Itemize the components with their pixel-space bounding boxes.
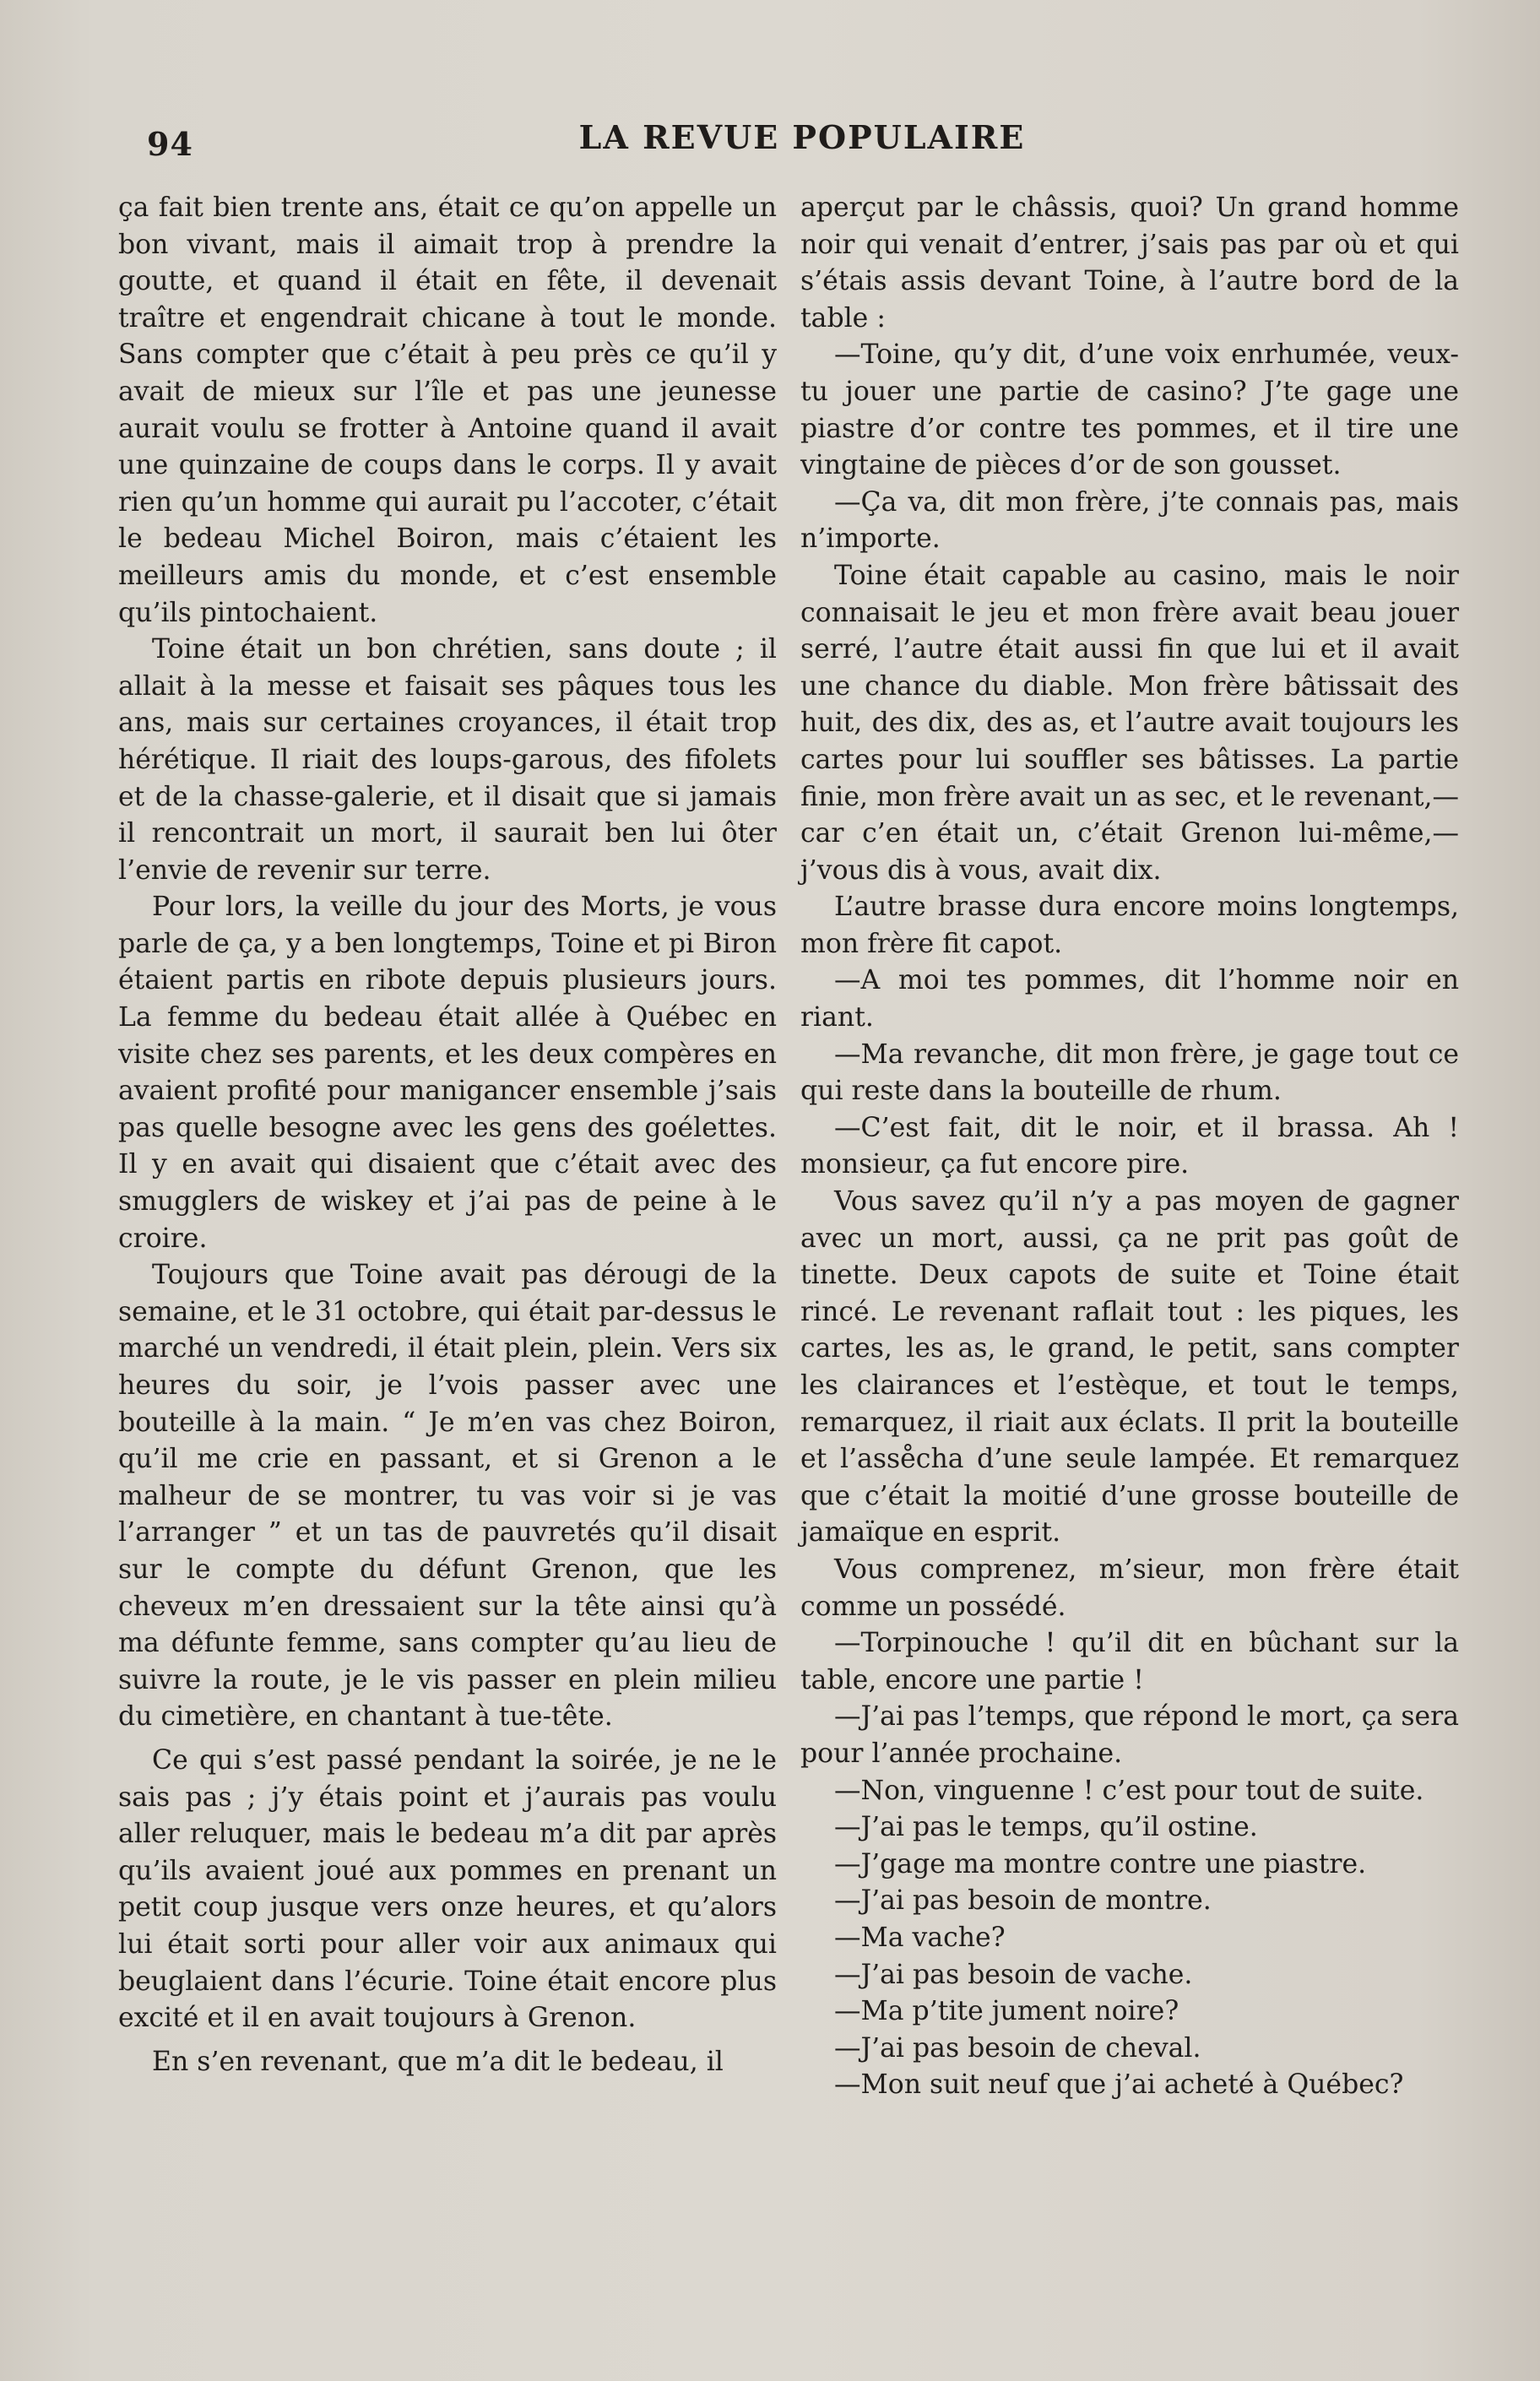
paragraph: Toine était un bon chrétien, sans doute ; il allait à la messe et faisait ses pâques tous les ans, mais sur certaines croyances, il était trop hérétique. Il riait des loups-garous, des fifolets et de la chasse-galerie, et il disait que si jamais il rencontrait un mort, il saurait ben lui ôter l’envie de revenir sur terre. xyxy=(118,634,777,886)
paragraph: —J’ai pas besoin de vache. xyxy=(834,1959,1193,1990)
paragraph: —Ma revanche, dit mon frère, je gage tout ce qui reste dans la bouteille de rhum. xyxy=(800,1039,1459,1107)
paragraph: —J’gage ma montre contre une piastre. xyxy=(834,1848,1367,1879)
paragraph: aperçut par le châssis, quoi? Un grand homme noir qui venait d’entrer, j’sais pas par où et qui s’étais assis devant Toine, à l’autre bord de la table : xyxy=(800,193,1459,334)
paragraph: —J’ai pas besoin de montre. xyxy=(834,1885,1212,1917)
paragraph: —Non, vinguenne ! c’est pour tout de suite. xyxy=(834,1775,1424,1806)
paragraph: Vous savez qu’il n’y a pas moyen de gagner avec un mort, aussi, ça ne prit pas goût de tinette. Deux capots de suite et Toine était rincé. Le revenant raflait tout : les piques, les cartes, les as, le grand, le petit, sans compter les clairances et l’estèque, et tout le temps, remarquez, il riait aux éclats. Il prit la bouteille et l’asse̊cha d’une seule lampée. Et remarquez que c’était la moitié d’une grosse bouteille de jamaïque en esprit. xyxy=(800,1186,1459,1548)
paragraph: —J’ai pas besoin de cheval. xyxy=(834,2032,1201,2064)
paragraph: —Ma p’tite jument noire? xyxy=(834,1996,1179,2027)
paragraph: —Ça va, dit mon frère, j’te connais pas, mais n’importe. xyxy=(800,486,1459,555)
paragraph: —Mon suit neuf que j’ai acheté à Québec? xyxy=(834,2069,1404,2101)
paragraph: —C’est fait, dit le noir, et il brassa. Ah ! monsieur, ça fut encore pire. xyxy=(800,1112,1459,1180)
paragraph: —J’ai pas l’temps, que répond le mort, ça sera pour l’année prochaine. xyxy=(800,1701,1459,1769)
right-column xyxy=(800,190,1459,2104)
paragraph: Vous comprenez, m’sieur, mon frère était comme un possédé. xyxy=(800,1554,1459,1622)
paragraph: En s’en revenant, que m’a dit le bedeau, il xyxy=(152,2046,724,2077)
running-title: LA REVUE POPULAIRE xyxy=(578,118,1026,156)
paragraph: Toine était capable au casino, mais le noir connaisait le jeu et mon frère avait beau jouer serré, l’autre était aussi fin que lui et il avait une chance du diable. Mon frère bâtissait des huit, des dix, des as, et l’autre avait toujours les cartes pour lui souffler ses bâtisses. La partie finie, mon frère avait un as sec, et le revenant,—car c’en était un, c’était Grenon lui-même,—j’vous dis à vous, avait dix. xyxy=(800,560,1459,886)
left-column xyxy=(118,190,777,2080)
paragraph: —Torpinouche ! qu’il dit en bûchant sur la table, encore une partie ! xyxy=(800,1628,1459,1695)
paragraph: Ce qui s’est passé pendant la soirée, je ne le sais pas ; j’y étais point et j’aurais pas voulu aller reluquer, mais le bedeau m’a dit par après qu’ils avaient joué aux pommes en prenant un petit coup jusque vers onze heures, et qu’alors lui était sorti pour aller voir aux animaux qui beuglaient dans l’écurie. Toine était encore plus excité et il en avait toujours à Grenon. xyxy=(118,1744,777,2034)
page-header xyxy=(144,118,1461,169)
paragraph: Toujours que Toine avait pas dérougi de la semaine, et le 31 octobre, qui était par-dessus le marché un vendredi, il était plein, plein. Vers six heures du soir, je l’vois passer avec une bouteille à la main. “ Je m’en vas chez Boiron, qu’il me crie en passant, et si Grenon a le malheur de se montrer, tu vas voir si je vas l’arranger ” et un tas de pauvretés qu’il disait sur le compte du défunt Grenon, que les cheveux m’en dressaient sur la tête ainsi qu’à ma défunte femme, sans compter qu’au lieu de suivre la route, je le vis passer en plein milieu du cimetière, en chantant à tue-tête. xyxy=(118,1260,777,1733)
paragraph: —J’ai pas le temps, qu’il ostine. xyxy=(834,1812,1258,1843)
paragraph: —Toine, qu’y dit, d’une voix enrhumée, veux-tu jouer une partie de casino? J’te gage une piastre d’or contre tes pommes, et il tire une vingtaine de pièces d’or de son gousset. xyxy=(800,339,1459,481)
paragraph: L’autre brasse dura encore moins longtemps, mon frère fit capot. xyxy=(800,892,1459,959)
paragraph: —A moi tes pommes, dit l’homme noir en riant. xyxy=(800,965,1459,1033)
paragraph: ça fait bien trente ans, était ce qu’on appelle un bon vivant, mais il aimait trop à prendre la goutte, et quand il était en fête, il devenait traître et engendrait chicane à tout le monde. Sans compter que c’était à peu près ce qu’il y avait de mieux sur l’île et pas une jeunesse aurait voulu se frotter à Antoine quand il avait une quinzaine de coups dans le corps. Il y avait rien qu’un homme qui aurait pu l’accoter, c’était le bedeau Michel Boiron, mais c’étaient les meilleurs amis du monde, et c’est ensemble qu’ils pintochaient. xyxy=(118,193,777,628)
paragraph: Pour lors, la veille du jour des Morts, je vous parle de ça, y a ben longtemps, Toine et pi Biron étaient partis en ribote depuis plusieurs jours. La femme du bedeau était allée à Québec en visite chez ses parents, et les deux compères en avaient profité pour manigancer ensemble j’sais pas quelle besogne avec les gens des goélettes. Il y en avait qui disaient que c’était avec des smugglers de wiskey et j’ai pas de peine à le croire. xyxy=(118,892,777,1254)
paragraph: —Ma vache? xyxy=(834,1922,1006,1953)
page-number: 94 xyxy=(147,125,193,163)
